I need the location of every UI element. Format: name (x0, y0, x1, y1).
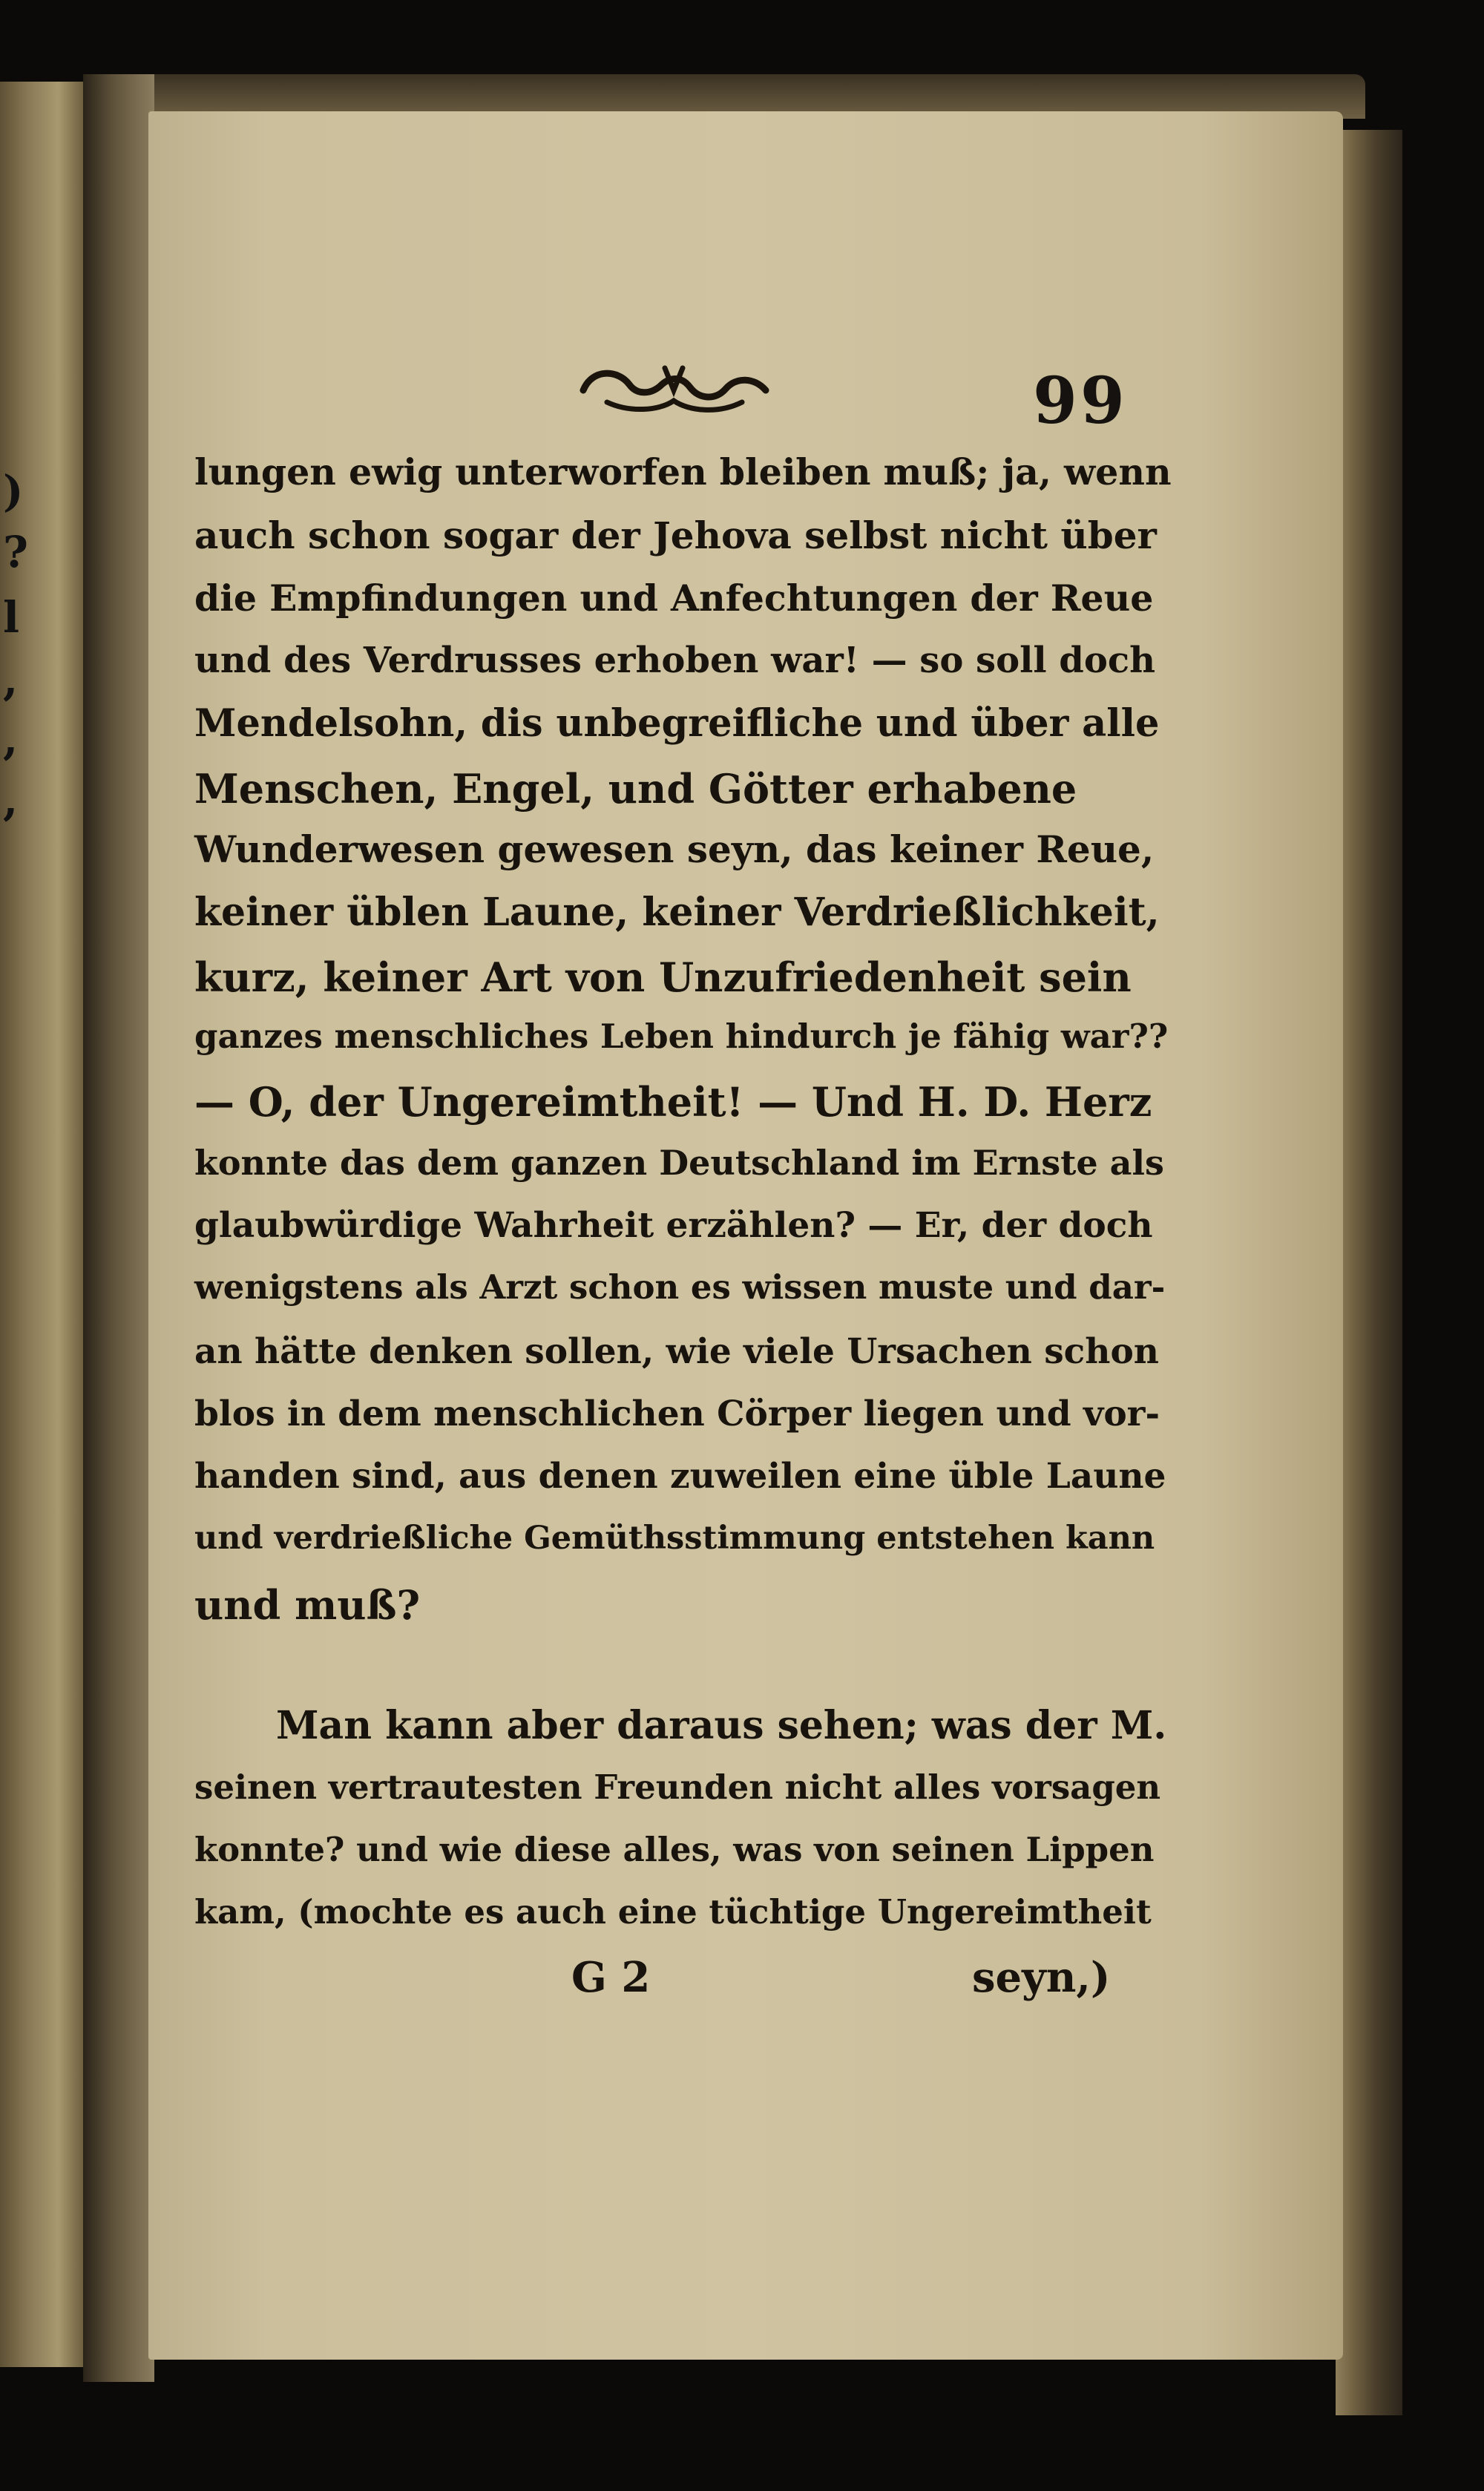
text-line: auch schon sogar der Jehova selbst nicht über (194, 513, 1157, 557)
text-line: Menschen, Engel, und Götter erhabene (194, 765, 1077, 813)
text-line: wenigstens als Arzt schon es wissen muste und dar- (194, 1267, 1166, 1307)
left-page-mark: ) (3, 466, 24, 516)
text-line: und verdrießliche Gemüthsstimmung entstehen kann (194, 1520, 1155, 1557)
text-line: Man kann aber daraus sehen; was der M. (276, 1703, 1167, 1748)
text-line: glaubwürdige Wahrheit erzählen? — Er, der doch (194, 1205, 1153, 1246)
left-page-mark: l (3, 592, 20, 643)
text-line: handen sind, aus denen zuweilen eine üble Laune (194, 1456, 1166, 1497)
text-line: seinen vertrautesten Freunden nicht alles vorsagen (194, 1768, 1161, 1807)
text-line: blos in dem menschlichen Cörper liegen und vor- (194, 1394, 1160, 1434)
left-page-mark: , (3, 654, 19, 705)
text-line: — O, der Ungereimtheit! — Und H. D. Herz (194, 1078, 1152, 1126)
text-line: und muß? (194, 1581, 421, 1629)
text-line: keiner üblen Laune, keiner Verdrießlichkeit, (194, 890, 1160, 935)
left-page-mark: ? (3, 527, 28, 577)
text-line: an hätte denken sollen, wie viele Ursachen schon (194, 1331, 1159, 1372)
text-line: kurz, keiner Art von Unzufriedenheit sein (194, 954, 1132, 1001)
text-line: Mendelsohn, dis unbegreifliche und über alle (194, 701, 1160, 746)
text-line: die Empfindungen und Anfechtungen der Reue (194, 577, 1154, 620)
text-line: konnte? und wie diese alles, was von seinen Lippen (194, 1830, 1155, 1869)
left-page-mark: , (3, 714, 19, 764)
text-line: und des Verdrusses erhoben war! — so soll doch (194, 640, 1155, 681)
text-line: ganzes menschliches Leben hindurch je fähig war?? (194, 1017, 1169, 1056)
text-line: Wunderwesen gewesen seyn, das keiner Reue, (194, 827, 1155, 871)
catchword: seyn,) (972, 1953, 1111, 2002)
text-line: kam, (mochte es auch eine tüchtige Ungereimtheit (194, 1892, 1152, 1932)
headpiece-ornament-icon (577, 361, 772, 419)
text-line: lungen ewig unterworfen bleiben muß; ja, wenn (194, 450, 1172, 493)
signature-mark: G 2 (571, 1953, 651, 2002)
page-number: 99 (1033, 364, 1128, 439)
text-line: konnte das dem ganzen Deutschland im Ernste als (194, 1143, 1164, 1183)
left-page-mark: , (3, 775, 19, 825)
